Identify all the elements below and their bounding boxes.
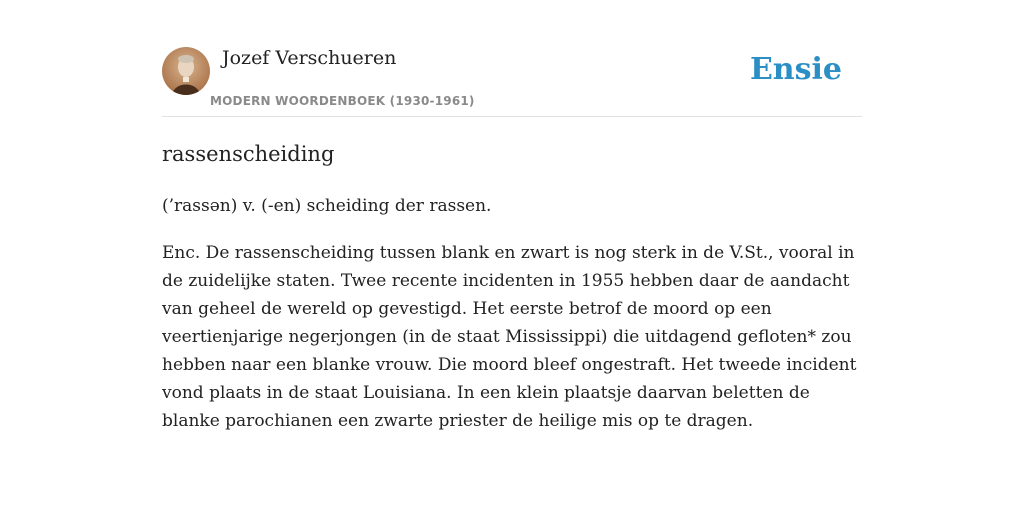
encyclopedic-text: Enc. De rassenscheiding tussen blank en zwart is nog sterk in de V.St., vooral in de zuidelijke staten. Twee recente incidenten in 1955 hebben daar de aandacht van geheel de wereld op gevestigd. Het eerste betrof de moord op een veertienjarige negerjongen (in de staat Mississippi) die uitdagend gefloten* zou hebben naar een blanke vrouw. Die moord bleef ongestraft. Het tweede incident vond plaats in de staat Louisiana. In een klein plaatsje daarvan beletten de blanke parochianen een zwarte priester de heilige mis op te dragen. [162,243,857,431]
author-portrait-icon [162,47,210,95]
brand-logo[interactable]: Ensie [749,52,842,87]
author-name[interactable]: Jozef Verschueren [222,47,397,69]
author-avatar[interactable] [162,47,210,95]
source-title[interactable]: MODERN WOORDENBOEK (1930-1961) [210,94,475,108]
entry-header [162,46,862,117]
definition: (’rassən) v. (-en) scheiding der rassen. [162,196,492,216]
headword: rassenscheiding [162,142,335,166]
